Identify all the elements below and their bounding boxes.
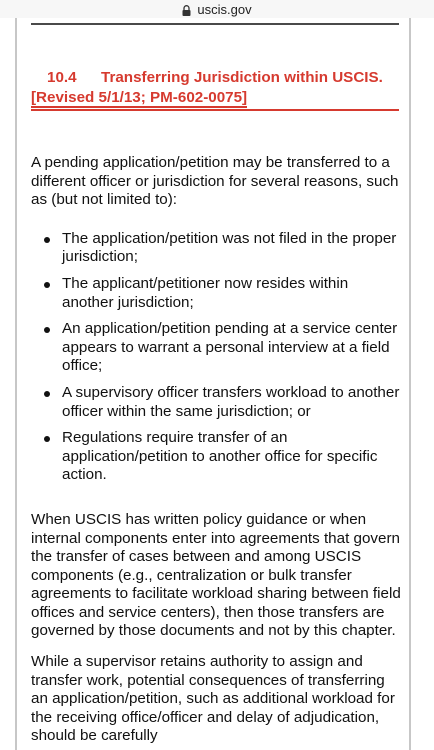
list-item: A supervisory officer transfers workload to another officer within the same jurisdiction; or: [31, 384, 403, 421]
address-bar[interactable]: [0, 0, 434, 18]
bullet-icon: [44, 327, 50, 333]
bullet-icon: [44, 436, 50, 442]
page-frame-left: [15, 18, 17, 750]
domain-text: uscis.gov: [197, 1, 252, 17]
list-item: An application/petition pending at a service center appears to warrant a personal interview at a field office;: [31, 320, 403, 376]
section-title: Transferring Jurisdiction within USCIS.: [101, 69, 383, 86]
bullet-icon: [44, 282, 50, 288]
heading-underline: [31, 109, 399, 111]
section-heading[interactable]: [31, 68, 403, 108]
page-frame-right: [409, 18, 411, 750]
list-item: The applicant/petitioner now resides within another jurisdiction;: [31, 275, 403, 312]
supervisor-paragraph: While a supervisor retains authority to assign and transfer work, potential consequences of transferring an application/petition, such as additional workload for the receiving office/officer and delay of adjudication, should be carefully: [31, 653, 395, 745]
bullet-icon: [44, 237, 50, 243]
bullet-icon: [44, 391, 50, 397]
list-item: Regulations require transfer of an application/petition to another office for specific action.: [31, 429, 403, 485]
intro-paragraph: A pending application/petition may be transferred to a different officer or jurisdiction for several reasons, such as (but not limited to):: [31, 154, 399, 209]
list-item: The application/petition was not filed in the proper jurisdiction;: [31, 230, 403, 267]
reasons-list: [31, 230, 403, 485]
lock-icon: [182, 5, 191, 16]
policy-paragraph: When USCIS has written policy guidance or when internal components enter into agreements that govern the transfer of cases between and among USCIS components (e.g., centralization or bulk transfer agreements to facilitate workload sharing between field offices and service centers), then those transfers are governed by those documents and not by this chapter.: [31, 510, 401, 640]
article-content: [31, 68, 403, 746]
section-revision: [Revised 5/1/13; PM-602-0075]: [31, 89, 248, 106]
section-number: 10.4: [47, 69, 77, 86]
top-divider: [31, 23, 399, 25]
